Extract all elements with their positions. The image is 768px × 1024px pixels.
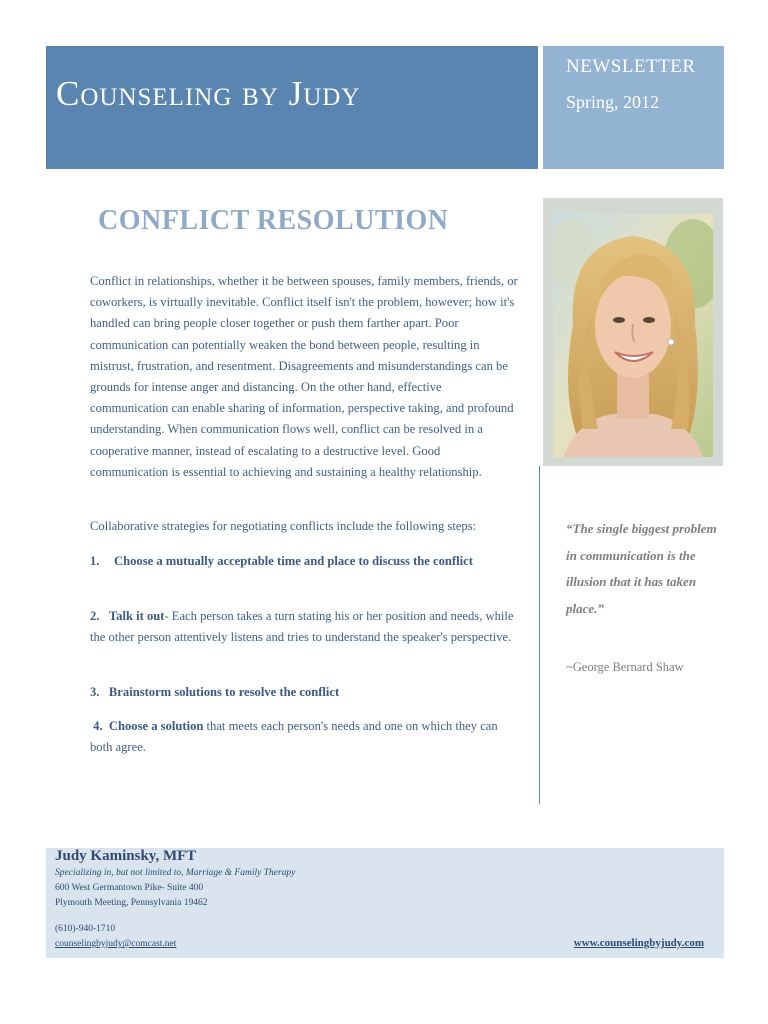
article-intro: Conflict in relationships, whether it be between spouses, family members, friends, or coworkers, is virtually inevitable. Conflict itself isn't the problem, however; how it's handled can bring people closer together or push them farther apart. Poor communication can potentially weaken the bond between people, resulting in mistrust, frustration, and resentment. Disagreements and misunderstandings can be grounds for intense anger and distancing. On the other hand, effective communication can enable sharing of information, perspective taking, and profound understanding. When communication flows well, conflict can be resolved in a cooperative manner, instead of escalating to a destructive level. Good communication is essential to achieving and sustaining a healthy relationship. — [90, 274, 518, 479]
newsletter-label: NEWSLETTER — [566, 56, 696, 77]
pull-quote: “The single biggest problem in communication is the illusion that it has taken place.” — [566, 521, 717, 616]
step-number: 4. — [93, 719, 103, 733]
phone-number: (610)-940-1710 — [55, 924, 116, 934]
footer-contact-panel — [46, 848, 724, 958]
portrait-illustration — [553, 214, 713, 457]
address-line-2: Plymouth Meeting, Pennsylvania 19462 — [55, 898, 208, 908]
website-link[interactable]: www.counselingbyjudy.com — [573, 937, 704, 949]
step-item — [90, 682, 520, 703]
article-title: CONFLICT RESOLUTION — [98, 205, 449, 236]
step-text: - Each person takes a turn stating his or her position and needs, while the other person attentively listens and tries to understand the speaker's perspective. — [90, 609, 514, 644]
address-line-1: 600 West Germantown Pike- Suite 400 — [55, 883, 204, 893]
step-text: that meets each person's needs and one on which they can both agree. — [90, 719, 498, 754]
step-heading: Talk it out — [108, 609, 165, 623]
step-heading: Choose a mutually acceptable time and place to discuss the conflict — [114, 554, 473, 568]
photo-frame — [543, 198, 723, 466]
quote-author: ~George Bernard Shaw — [566, 660, 684, 674]
step-item — [90, 606, 520, 648]
therapist-name: Judy Kaminsky, MFT — [55, 848, 197, 864]
column-divider — [539, 466, 540, 804]
portrait-photo — [553, 214, 713, 457]
step-heading: Choose a solution — [108, 719, 204, 733]
newsletter-title: Counseling by Judy — [56, 74, 361, 113]
step-item — [90, 551, 520, 572]
step-item — [90, 716, 520, 758]
steps-lead-text: Collaborative strategies for negotiating conflicts include the following steps: — [90, 519, 477, 533]
header-banner — [46, 46, 538, 169]
therapist-specialty: Specializing in, but not limited to, Marriage & Family Therapy — [55, 868, 296, 878]
step-number: 1. — [90, 554, 100, 568]
step-number: 2. — [90, 609, 100, 623]
email-link[interactable]: counselingbyjudy@comcast.net — [55, 939, 177, 949]
newsletter-season: Spring, 2012 — [566, 92, 660, 112]
step-number: 3. — [90, 685, 100, 699]
header-side-panel — [543, 46, 724, 169]
step-heading: Brainstorm solutions to resolve the conflict — [108, 685, 340, 699]
